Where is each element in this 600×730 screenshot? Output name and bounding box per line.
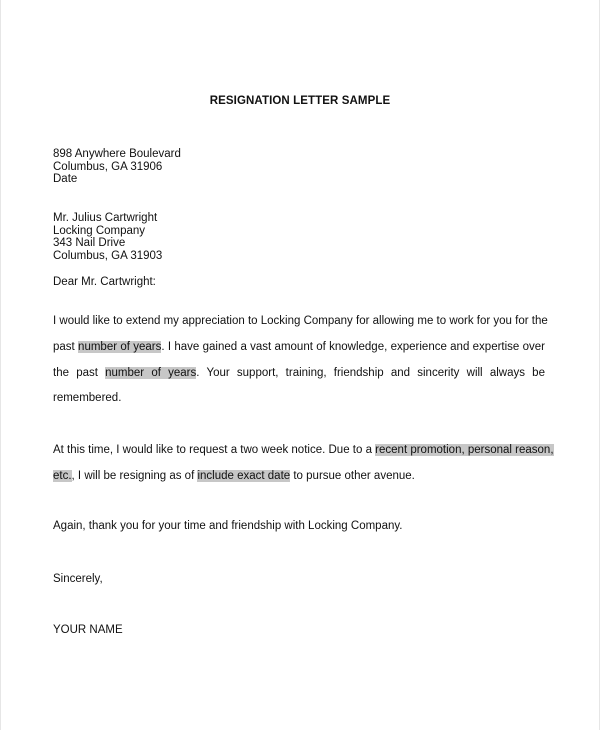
paragraph-2-line-2-post: to pursue other avenue.	[290, 470, 415, 482]
paragraph-3: Again, thank you for your time and friendship with Locking Company.	[53, 520, 403, 532]
closing: Sincerely,	[53, 573, 103, 585]
paragraph-2-line-2-mid: , I will be resigning as of	[71, 470, 198, 482]
paragraph-1-line-3	[53, 367, 545, 379]
recipient-company: Locking Company	[53, 224, 146, 237]
sender-date: Date	[53, 173, 78, 186]
placeholder-etc: etc.	[53, 470, 72, 482]
letter-title: RESIGNATION LETTER SAMPLE	[209, 95, 391, 107]
placeholder-reason: recent promotion, personal reason,	[375, 444, 554, 456]
recipient-name: Mr. Julius Cartwright	[53, 212, 158, 224]
placeholder-exact-date: include exact date	[197, 470, 291, 482]
paragraph-2-line-1	[53, 444, 554, 456]
paragraph-2-line-1-pre: At this time, I would like to request a two week notice. Due to a	[53, 444, 376, 456]
recipient-city: Columbus, GA 31903	[53, 250, 163, 263]
page-border-left	[0, 0, 1, 730]
signature-name: YOUR NAME	[53, 624, 123, 636]
placeholder-number-of-years: number of years	[105, 367, 197, 379]
placeholder-number-of-years: number of years	[78, 341, 162, 353]
salutation: Dear Mr. Cartwright:	[53, 276, 156, 288]
paragraph-1-line-4: remembered.	[53, 392, 122, 404]
paragraph-1-line-2-pre: past	[53, 341, 79, 353]
sender-address-line2: Columbus, GA 31906	[53, 160, 163, 173]
paragraph-1-line-3-post: . Your support, training, friendship and sincerity will always be	[196, 367, 545, 379]
recipient-street: 343 Nail Drive	[53, 237, 126, 250]
sender-address-line1: 898 Anywhere Boulevard	[53, 148, 181, 160]
paragraph-1-line-2	[53, 341, 545, 353]
paragraph-1-line-3-pre: the past	[53, 367, 106, 379]
paragraph-1-line-2-post: . I have gained a vast amount of knowledge, experience and expertise over	[161, 341, 545, 353]
sender-address-block	[53, 148, 181, 186]
paragraph-1-line-1: I would like to extend my appreciation to Locking Company for allowing me to work for you for the	[53, 315, 548, 327]
recipient-address-block	[53, 212, 162, 263]
paragraph-2-line-2	[53, 470, 545, 482]
